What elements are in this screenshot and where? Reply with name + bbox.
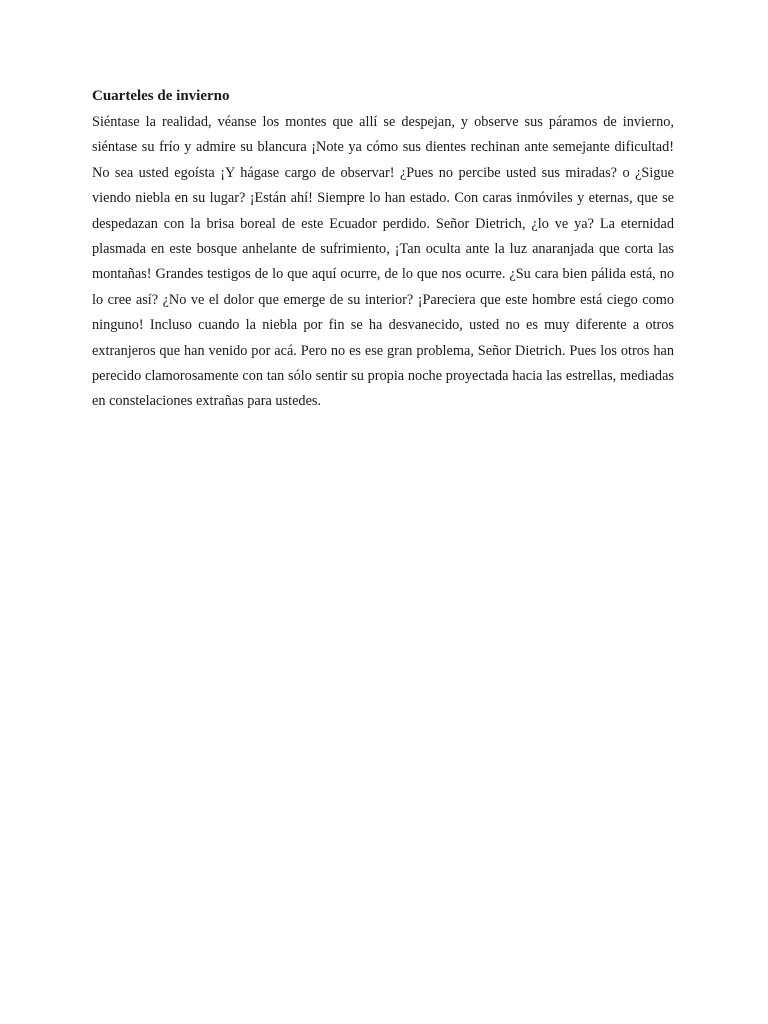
document-paragraph: Siéntase la realidad, véanse los montes que allí se despejan, y observe sus páramos de invierno, siéntase su frío y admire su blancura ¡Note ya cómo sus dientes rechinan ante semejante dificultad! No sea usted egoísta ¡Y hágase cargo de observar! ¿Pues no percibe usted sus miradas? o ¿Sigue viendo niebla en su lugar? ¡Están ahí! Siempre lo han estado. Con caras inmóviles y eternas, que se despedazan con la brisa boreal de este Ecuador perdido. Señor Dietrich, ¿lo ve ya? La eternidad plasmada en este bosque anhelante de sufrimiento, ¡Tan oculta ante la luz anaranjada que corta las montañas! Grandes testigos de lo que aquí ocurre, de lo que nos ocurre. ¿Su cara bien pálida está, no lo cree así? ¿No ve el dolor que emerge de su interior? ¡Pareciera que este hombre está ciego como ninguno! Incluso cuando la niebla por fin se ha desvanecido, usted no es muy diferente a otros extranjeros que han venido por acá. Pero no es ese gran problema, Señor Dietrich. Pues los otros han perecido clamorosamente con tan sólo sentir su propia noche proyectada hacia las estrellas, mediadas en constelaciones extrañas para ustedes.: [92, 114, 674, 410]
document-content: [92, 86, 674, 415]
document-title: Cuarteles de invierno: [92, 88, 230, 104]
